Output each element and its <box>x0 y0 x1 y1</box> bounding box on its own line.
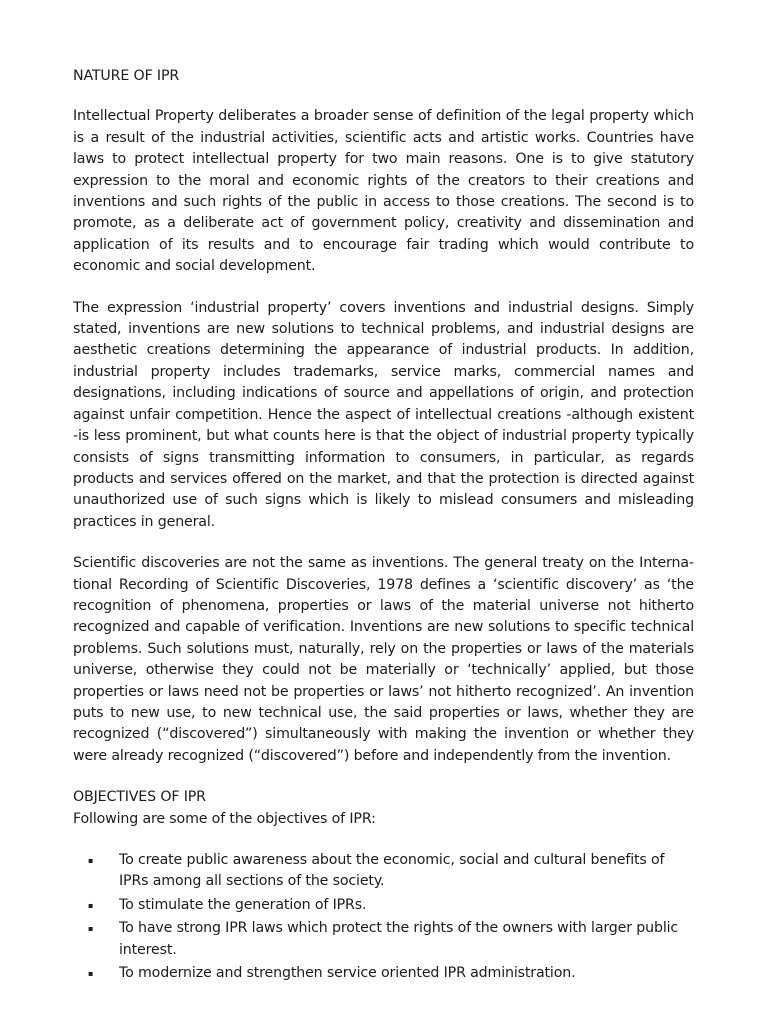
nature-paragraph-2: The expression ‘industrial property’ covers inventions and industrial designs. Simply stated, inventions are new solutions to technical problems, and industrial designs are aesthetic creations determining the appearance of industrial products. In addition, industrial property includes trademarks, service marks, commercial names and designations, including indications of source and appellations of origin, and protection against unfair competition. Hence the aspect of intellectual creations -although existent -is less prominent, but what counts here is that the object of industrial property typically consists of signs transmitting information to consumers, in particular, as regards products and services offered on the market, and that the protection is directed against unauthorized use of such signs which is likely to mislead consumers and misleading practices in general. <box>73 299 694 530</box>
bullet-icon: ▪ <box>88 969 94 979</box>
spacer <box>73 533 694 553</box>
list-item-text: To modernize and strengthen service oriented IPR administration. <box>119 965 576 982</box>
section-heading-nature: NATURE OF IPR <box>73 68 180 84</box>
nature-paragraph-1: Intellectual Property deliberates a broader sense of definition of the legal property which is a result of the industrial activities, scientific acts and artistic works. Countries have laws to protect intellectual property for two main reasons. One is to give statutory expression to the moral and economic rights of the creators to their creations and inventions and such rights of the public in access to those creations. The second is to promote, as a deliberate act of government policy, creativity and dissemination and application of its results and to encourage fair trading which would contribute to economic and social development. <box>73 108 694 275</box>
bullet-icon: ▪ <box>88 900 94 910</box>
document-page <box>73 58 694 986</box>
bullet-icon: ▪ <box>88 924 94 934</box>
list-item-text: To have strong IPR laws which protect the rights of the owners with larger public interest. <box>119 920 679 958</box>
section-heading-objectives: OBJECTIVES OF IPR <box>73 789 206 806</box>
objectives-intro: Following are some of the objectives of IPR: <box>73 810 376 827</box>
spacer <box>73 830 694 850</box>
list-item <box>73 895 694 916</box>
list-item-text: To stimulate the generation of IPRs. <box>119 896 367 913</box>
spacer <box>73 87 694 106</box>
bullet-icon: ▪ <box>88 856 94 865</box>
spacer <box>73 278 694 298</box>
list-item-text: To create public awareness about the economic, social and cultural benefits of IPRs among all sections of the society. <box>119 852 665 890</box>
list-item <box>73 963 694 984</box>
spacer <box>73 767 694 787</box>
list-item <box>73 850 694 893</box>
list-item <box>73 918 694 961</box>
objectives-list <box>73 850 694 984</box>
nature-paragraph-3: Scientific discoveries are not the same as inventions. The general treaty on the International Recording of Scientific Discoveries, 1978 defines a ‘scientific discovery’ as ‘the recognition of phenomena, properties or laws of the material universe not hitherto recognized and capable of verification. Inventions are new solutions to specific technical problems. Such solutions must, naturally, rely on the properties or laws of the materials universe, otherwise they could not be materially or ‘technically’ applied, but those properties or laws need not be properties or laws’ not hitherto recognized’. An invention puts to new use, to new technical use, the said properties or laws, whether they are recognized (“discovered”) simultaneously with making the invention or whether they were already recognized (“discovered”) before and independently from the invention. <box>73 555 694 764</box>
